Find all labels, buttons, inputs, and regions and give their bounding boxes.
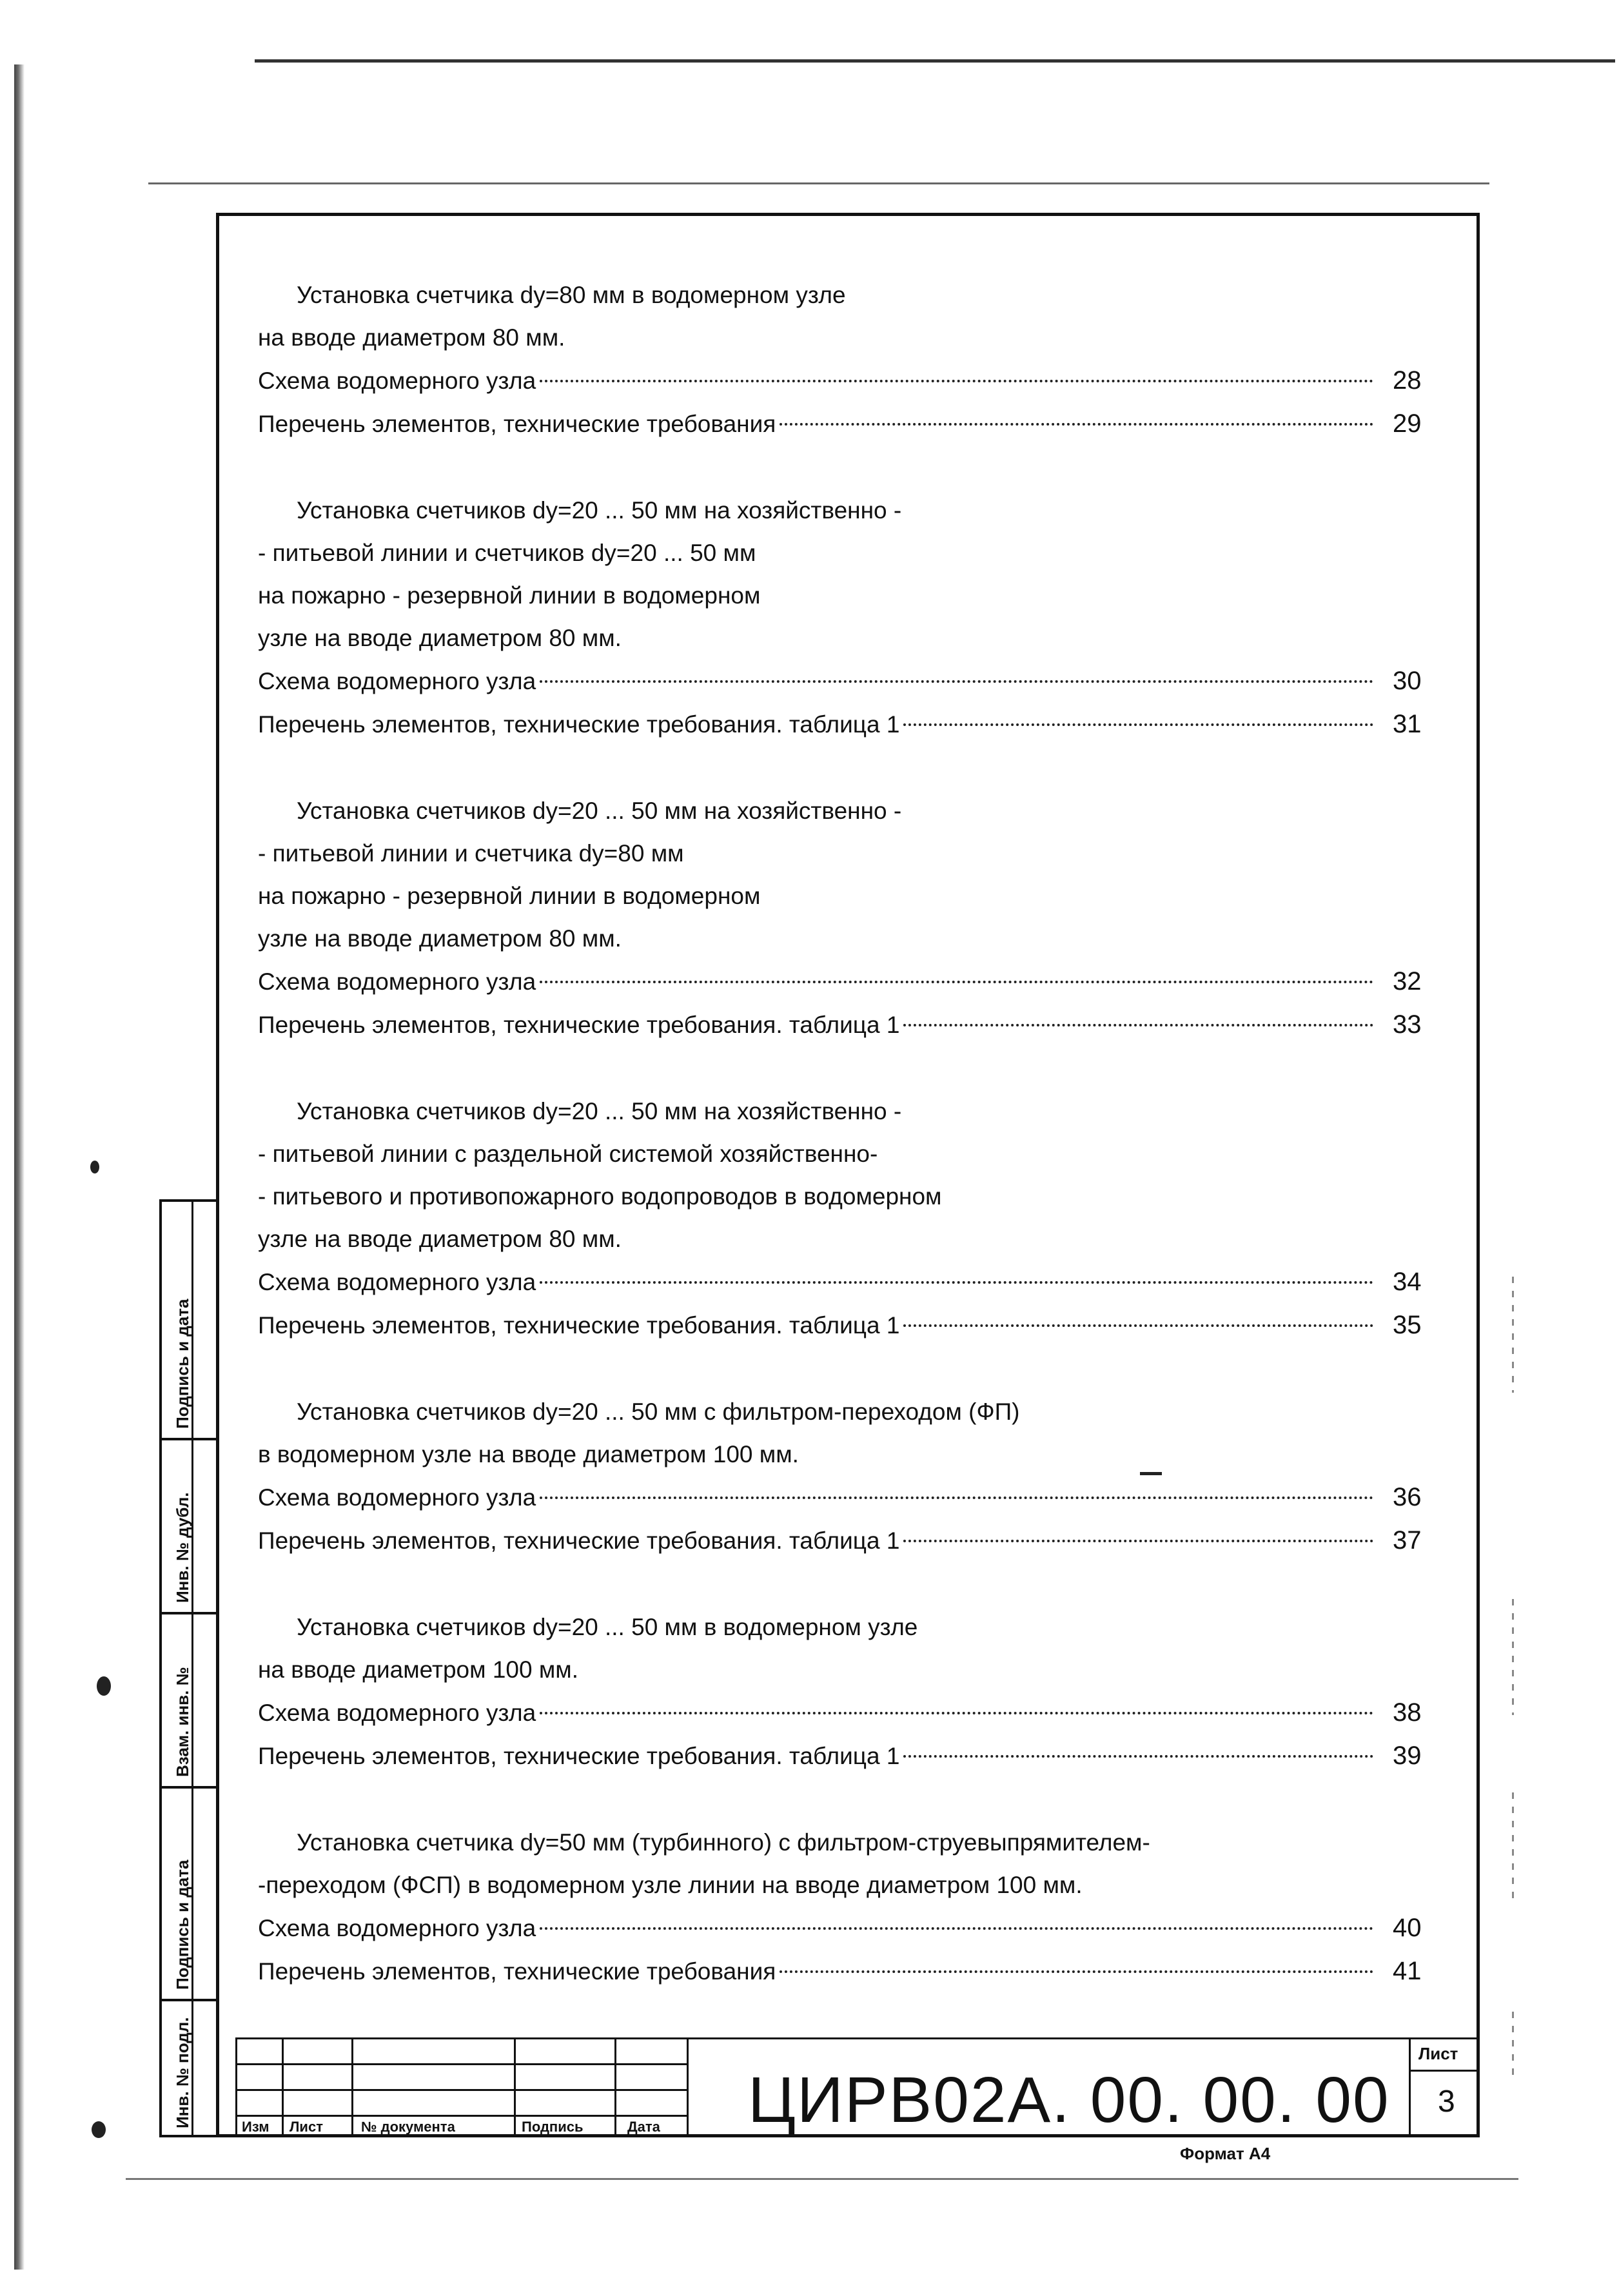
section-title-line: -переходом (ФСП) в водомерном узле линии на вводе диаметром 100 мм. <box>258 1872 1083 1898</box>
toc-page-number: 40 <box>1393 1914 1422 1942</box>
section-title-line: Установка счетчиков dy=20 ... 50 мм на хозяйственно - <box>297 497 902 524</box>
toc-entry-text: Перечень элементов, технические требования <box>258 411 776 437</box>
dot-leader <box>903 1324 1373 1327</box>
side-stamp-label: Подпись и дата <box>173 1299 192 1429</box>
toc-page-number: 33 <box>1393 1010 1422 1039</box>
dot-leader <box>540 1712 1373 1714</box>
toc-entry[interactable] <box>258 1261 1438 1304</box>
toc-section <box>258 489 1438 746</box>
section-title <box>258 1821 1438 1907</box>
toc-page-number: 37 <box>1393 1526 1422 1555</box>
section-title-line: - питьевой линии и счетчика dy=80 мм <box>258 840 684 867</box>
section-title <box>258 1391 1438 1476</box>
scan-bottom-line <box>126 2178 1518 2180</box>
toc-section <box>258 274 1438 446</box>
toc-page-number: 35 <box>1393 1311 1422 1339</box>
dot-leader <box>780 423 1373 426</box>
toc-page-number: 28 <box>1393 366 1422 395</box>
toc-page-number: 30 <box>1393 667 1422 695</box>
dot-leader <box>540 380 1373 382</box>
scan-top-line <box>255 59 1615 63</box>
column-izm: Изм <box>242 2119 270 2135</box>
toc-entry-text: Перечень элементов, технические требования <box>258 1958 776 1985</box>
dot-leader <box>903 1540 1373 1542</box>
toc-entry[interactable] <box>258 1003 1438 1046</box>
section-title <box>258 790 1438 960</box>
side-stamp-cell <box>162 1614 219 1789</box>
table-of-contents <box>258 274 1438 2037</box>
document-code: ЦИРВ02А. 00. 00. 00 <box>748 2064 1390 2136</box>
scan-left-edge <box>14 64 25 2270</box>
section-title-line: - питьевой линии с раздельной системой хозяйственно- <box>258 1141 878 1167</box>
section-title-line: узле на вводе диаметром 80 мм. <box>258 1226 622 1252</box>
section-title <box>258 1606 1438 1691</box>
stray-mark <box>1140 1472 1162 1475</box>
toc-entry-text: Схема водомерного узла <box>258 1484 536 1511</box>
toc-entry[interactable] <box>258 1476 1438 1519</box>
format-label: Формат А4 <box>1180 2144 1271 2163</box>
section-title <box>258 489 1438 660</box>
section-title-line: узле на вводе диаметром 80 мм. <box>258 625 622 651</box>
section-title-line: Установка счетчика dy=50 мм (турбинного) с фильтром-струевыпрямителем- <box>297 1829 1150 1856</box>
toc-page-number: 32 <box>1393 967 1422 996</box>
side-stamp <box>159 1199 219 2137</box>
toc-entry-text: Схема водомерного узла <box>258 1915 536 1941</box>
scan-speck <box>90 1161 99 1173</box>
section-title-line: Установка счетчиков dy=20 ... 50 мм с фильтром-переходом (ФП) <box>297 1398 1020 1425</box>
section-title-line: на вводе диаметром 100 мм. <box>258 1656 579 1683</box>
toc-entry-text: Перечень элементов, технические требования. таблица 1 <box>258 1743 900 1769</box>
dot-leader <box>903 1755 1373 1758</box>
sheet-label: Лист <box>1418 2044 1458 2063</box>
toc-page-number: 36 <box>1393 1483 1422 1511</box>
toc-section <box>258 1821 1438 1993</box>
section-title-line: на пожарно - резервной линии в водомерном <box>258 582 761 609</box>
side-stamp-label: Инв. № подл. <box>173 2017 192 2128</box>
section-title-line: Установка счетчика dy=80 мм в водомерном узле <box>297 282 846 308</box>
toc-entry[interactable] <box>258 1734 1438 1778</box>
section-title-line: Установка счетчиков dy=20 ... 50 мм на хозяйственно - <box>297 1098 902 1124</box>
section-title-line: - питьевой линии и счетчиков dy=20 ... 50 мм <box>258 540 756 566</box>
side-stamp-cell <box>162 1202 219 1440</box>
toc-entry[interactable] <box>258 960 1438 1003</box>
sheet-number: 3 <box>1438 2085 1455 2119</box>
section-title-line: в водомерном узле на вводе диаметром 100 мм. <box>258 1441 799 1467</box>
toc-page-number: 31 <box>1393 710 1422 738</box>
dot-leader <box>780 1970 1373 1973</box>
toc-section <box>258 790 1438 1046</box>
toc-section <box>258 1090 1438 1347</box>
toc-page-number: 38 <box>1393 1698 1422 1727</box>
side-stamp-label: Подпись и дата <box>173 1859 192 1990</box>
toc-entry[interactable] <box>258 359 1438 402</box>
toc-section <box>258 1391 1438 1562</box>
column-date: Дата <box>627 2119 660 2135</box>
toc-entry[interactable] <box>258 402 1438 446</box>
side-stamp-label: Взам. инв. № <box>173 1667 192 1777</box>
toc-entry[interactable] <box>258 660 1438 703</box>
side-stamp-cell <box>162 2001 219 2137</box>
section-title <box>258 1090 1438 1261</box>
scan-right-dash <box>1512 2012 1514 2083</box>
toc-page-number: 34 <box>1393 1268 1422 1296</box>
toc-entry-text: Перечень элементов, технические требования. таблица 1 <box>258 1012 900 1038</box>
toc-entry-text: Перечень элементов, технические требования. таблица 1 <box>258 711 900 738</box>
dot-leader <box>540 1496 1373 1499</box>
scan-right-dash <box>1512 1277 1514 1393</box>
toc-page-number: 41 <box>1393 1957 1422 1985</box>
toc-entry-text: Схема водомерного узла <box>258 968 536 995</box>
toc-entry[interactable] <box>258 1519 1438 1562</box>
side-stamp-cell <box>162 1440 219 1614</box>
dot-leader <box>903 723 1373 726</box>
toc-entry-text: Схема водомерного узла <box>258 368 536 394</box>
title-block <box>235 2037 1480 2137</box>
toc-entry[interactable] <box>258 1691 1438 1734</box>
scan-top-line <box>148 182 1489 184</box>
toc-entry-text: Перечень элементов, технические требования. таблица 1 <box>258 1527 900 1554</box>
section-title-line: Установка счетчиков dy=20 ... 50 мм на хозяйственно - <box>297 798 902 824</box>
section-title-line: - питьевого и противопожарного водопроводов в водомерном <box>258 1183 942 1210</box>
toc-entry[interactable] <box>258 1950 1438 1993</box>
section-title <box>258 274 1438 359</box>
section-title-line: на пожарно - резервной линии в водомерном <box>258 883 761 909</box>
scan-speck <box>97 1676 111 1696</box>
section-title-line: на вводе диаметром 80 мм. <box>258 324 565 351</box>
section-title-line: Установка счетчиков dy=20 ... 50 мм в водомерном узле <box>297 1614 918 1640</box>
dot-leader <box>540 981 1373 983</box>
toc-entry-text: Схема водомерного узла <box>258 1700 536 1726</box>
toc-section <box>258 1606 1438 1778</box>
toc-entry-text: Схема водомерного узла <box>258 1269 536 1295</box>
dot-leader <box>540 680 1373 683</box>
toc-entry[interactable] <box>258 703 1438 746</box>
toc-page-number: 39 <box>1393 1742 1422 1770</box>
toc-entry-text: Схема водомерного узла <box>258 668 536 694</box>
side-stamp-label: Инв. № дубл. <box>173 1492 192 1603</box>
scan-right-dash <box>1512 1792 1514 1902</box>
column-signature: Подпись <box>522 2119 584 2135</box>
dot-leader <box>540 1927 1373 1930</box>
dot-leader <box>903 1024 1373 1026</box>
toc-entry-text: Перечень элементов, технические требования. таблица 1 <box>258 1312 900 1339</box>
scan-right-dash <box>1512 1599 1514 1715</box>
toc-entry[interactable] <box>258 1304 1438 1347</box>
side-stamp-cell <box>162 1789 219 2001</box>
section-title-line: узле на вводе диаметром 80 мм. <box>258 925 622 952</box>
column-document: № документа <box>361 2119 455 2135</box>
dot-leader <box>540 1281 1373 1284</box>
toc-entry[interactable] <box>258 1907 1438 1950</box>
toc-page-number: 29 <box>1393 409 1422 438</box>
scan-speck <box>92 2121 106 2138</box>
column-list: Лист <box>289 2119 323 2135</box>
